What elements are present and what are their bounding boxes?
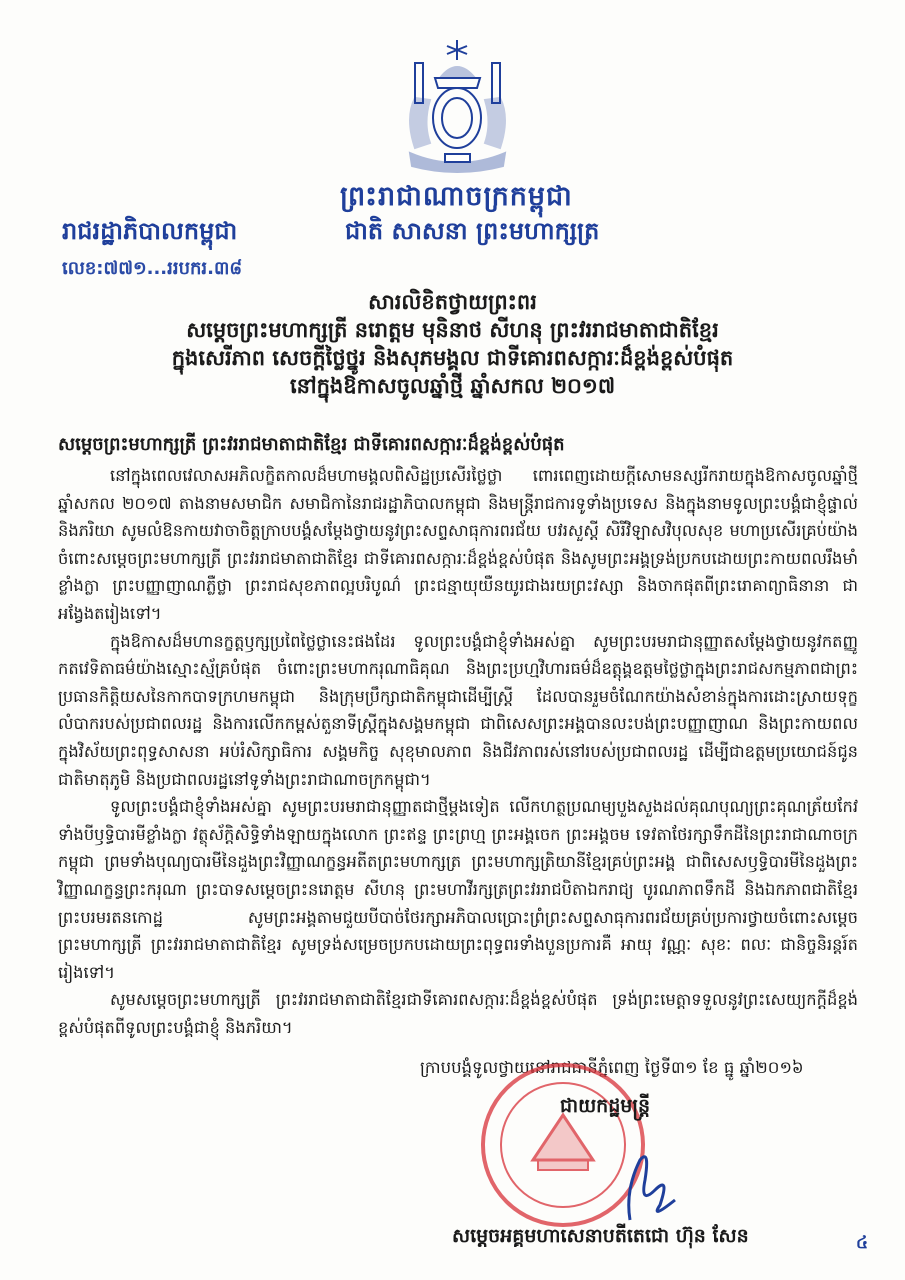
letter-body xyxy=(58,462,858,1041)
letter-title xyxy=(100,288,805,400)
paragraph: ទូលព្រះបង្គំជាខ្ញុំទាំងអស់គ្នា សូមព្រះបរមរាជានុញ្ញាតជាថ្មីម្តងទៀត លើកហត្ថប្រណម្យបួងសួងដល់គុណបុណ្យព្រះគុណត្រ័យកែវទាំងបីឫទ្ធិបារមីខ្លាំងក្លា វត្ថុស័ក្តិសិទ្ធិទាំងឡាយក្នុងលោក ព្រះឥន្ទ ព្រះព្រហ្ម ព្រះអង្គចេក ព្រះអង្គចម ទេវតាថែរក្សាទឹកដីនៃព្រះរាជាណាចក្រកម្ពុជា ព្រមទាំងបុណ្យបារមីនៃដួងព្រះវិញ្ញាណក្ខន្ធអតីតព្រះមហាក្សត្រ ព្រះមហាក្សត្រិយានីខ្មែរគ្រប់ព្រះអង្គ ជាពិសេសឫទ្ធិបារមីនៃដួងព្រះវិញ្ញាណក្ខន្ធព្រះករុណា ព្រះបាទសម្តេចព្រះនរោត្តម សីហនុ ព្រះមហាវីរក្សត្រព្រះវររាជបិតាឯករាជ្យ បូរណភាពទឹកដី និងឯកភាពជាតិខ្មែរ ព្រះបរមរតនកោដ្ឋ សូមព្រះអង្គតាមជួយបីបាច់ថែរក្សាអភិបាលប្រោះព្រំព្រះសព្ទសាធុការពរជ័យគ្រប់ប្រការថ្វាយចំពោះសម្តេចព្រះមហាក្សត្រី ព្រះវររាជមាតាជាតិខ្មែរ សូមទ្រង់សម្រេចប្រកបដោយព្រះពុទ្ធពរទាំងបួនប្រការគឺ អាយុ វណ្ណៈ សុខៈ ពលៈ ជានិច្ចនិរន្តរ៍តរៀងទៅ។ xyxy=(58,797,858,982)
paragraph: ក្នុងឱកាសដ៏មហានក្ខត្តឫក្សប្រពៃថ្លៃថ្លានេះផងដែរ ទូលព្រះបង្គំជាខ្ញុំទាំងអស់គ្នា សូមព្រះបរមរាជានុញ្ញាតសម្តែងថ្វាយនូវកតញ្ញូកតវេទិតាធម៌យ៉ាងស្មោះស្ម័គ្របំផុត ចំពោះព្រះមហាករុណាធិគុណ និងព្រះប្រហ្មវិហារធម៌ដ៏ឧត្តុង្គឧត្តមថ្លៃថ្លាក្នុងព្រះរាជសកម្មភាពជាព្រះប្រធានកិត្តិយសនៃកាកបាទក្រហមកម្ពុជា និងក្រុមប្រឹក្សាជាតិកម្ពុជាដើម្បីស្ត្រី ដែលបានរួមចំណែកយ៉ាងសំខាន់ក្នុងការដោះស្រាយទុក្ខលំបាករបស់ប្រជាពលរដ្ឋ និងការលើកកម្ពស់តួនាទីស្ត្រីក្នុងសង្គមកម្ពុជា ជាពិសេសព្រះអង្គបានលះបង់ព្រះបញ្ញាញាណ និងព្រះកាយពលក្នុងវិស័យព្រះពុទ្ធសាសនា អប់រំសិក្សាធិការ សង្គមកិច្ច សុខុមាលភាព និងជីវភាពរស់នៅរបស់ប្រជាពលរដ្ឋ ដើម្បីជាឧត្តមប្រយោជន៍ជូនជាតិមាតុភូមិ និងប្រជាពលរដ្ឋនៅទូទាំងព្រះរាជាណាចក្រកម្ពុជា។ xyxy=(58,631,858,789)
signer-name: សម្តេចអគ្គមហាសេនាបតីតេជោ ហ៊ុន សែន xyxy=(452,1225,749,1247)
government-heading: រាជរដ្ឋាភិបាលកម្ពុជា xyxy=(62,217,238,245)
title-line-3: ក្នុងសេរីភាព សេចក្តីថ្លៃថ្នូរ និងសុភមង្គល ជាទីគោរពសក្ការៈដ៏ខ្ពង់ខ្ពស់បំផុត xyxy=(171,346,734,370)
salutation: សម្តេចព្រះមហាក្សត្រី ព្រះវររាជមាតាជាតិខ្មែរ ជាទីគោរពសក្ការៈដ៏ខ្ពង់ខ្ពស់បំផុត xyxy=(58,434,565,455)
dateline: ក្រាបបង្គំទូលថ្វាយនៅរាជធានីភ្នំពេញ ថ្ងៃទី៣១ ខែ ធ្នូ ឆ្នាំ២០១៦ xyxy=(420,1058,804,1077)
reference-number: លេខ:៧៧១...ររបករ.៣៨ xyxy=(62,258,243,279)
page-number: ៤ xyxy=(856,1233,869,1253)
title-line-2: សម្តេចព្រះមហាក្សត្រី នរោត្តម មុនិនាថ សីហនុ ព្រះវររាជមាតាជាតិខ្មែរ xyxy=(186,318,719,342)
national-motto: ជាតិ សាសនា ព្រះមហាក្សត្រ xyxy=(345,217,600,245)
kingdom-heading: ព្រះរាជាណាចក្រកម្ពុជា xyxy=(340,181,573,212)
paragraph: សូមសម្តេចព្រះមហាក្សត្រី ព្រះវររាជមាតាជាតិខ្មែរជាទីគោរពសក្ការៈដ៏ខ្ពង់ខ្ពស់បំផុត ទ្រង់ព្រះមេត្តាទទួលនូវព្រះសេយ្យកក្តីដ៏ខ្ពង់ខ្ពស់បំផុតពីទូលព្រះបង្គំជាខ្ញុំ និងភរិយា។ xyxy=(58,990,858,1037)
paragraph: នៅក្នុងពេលវេលាសអភិលក្ខិតកាលដ៏មហាមង្គលពិសិដ្ឋប្រសើរថ្លៃថ្លា ពោរពេញដោយក្តីសោមនស្សរីករាយក្នុងឱកាសចូលឆ្នាំថ្មី ឆ្នាំសកល ២០១៧ តាងនាមសមាជិក សមាជិកានៃរាជរដ្ឋាភិបាលកម្ពុជា និងមន្ត្រីរាជការទូទាំងប្រទេស និងក្នុងនាមទូលព្រះបង្គំជាខ្ញុំផ្ទាល់ និងភរិយា សូមលំឱនកាយវាចាចិត្តក្រាបបង្គំសម្តែងថ្វាយនូវព្រះសព្ទសាធុការពរជ័យ បវរសួស្តី សិរីវិឡាសវិបុលសុខ មហាប្រសើរគ្រប់យ៉ាង ចំពោះសម្តេចព្រះមហាក្សត្រី ព្រះវររាជមាតាជាតិខ្មែរ ជាទីគោរពសក្ការៈដ៏ខ្ពង់ខ្ពស់បំផុត និងសូមព្រះអង្គទ្រង់ប្រកបដោយព្រះកាយពលរឹងមាំខ្លាំងក្លា ព្រះបញ្ញាញាណភ្លឺថ្លា ព្រះរាជសុខភាពល្អបរិបូណ៌ ព្រះជន្មាយុយឺនយូរជាងរយព្រះវស្សា និងចាកផុតពីព្រះរោគាព្យាធិនានា ជាអង្វែងតរៀងទៅ។ xyxy=(58,466,858,623)
title-line-4: នៅក្នុងឱកាសចូលឆ្នាំថ្មី ឆ្នាំសកល ២០១៧ xyxy=(289,374,616,398)
on-behalf-title: ជាយកដ្ឋមន្ត្រី xyxy=(560,1095,651,1117)
title-line-1: សារលិខិតថ្វាយព្រះពរ xyxy=(368,290,537,314)
handwritten-signature xyxy=(600,1150,690,1225)
royal-coat-of-arms-emblem xyxy=(395,38,520,173)
